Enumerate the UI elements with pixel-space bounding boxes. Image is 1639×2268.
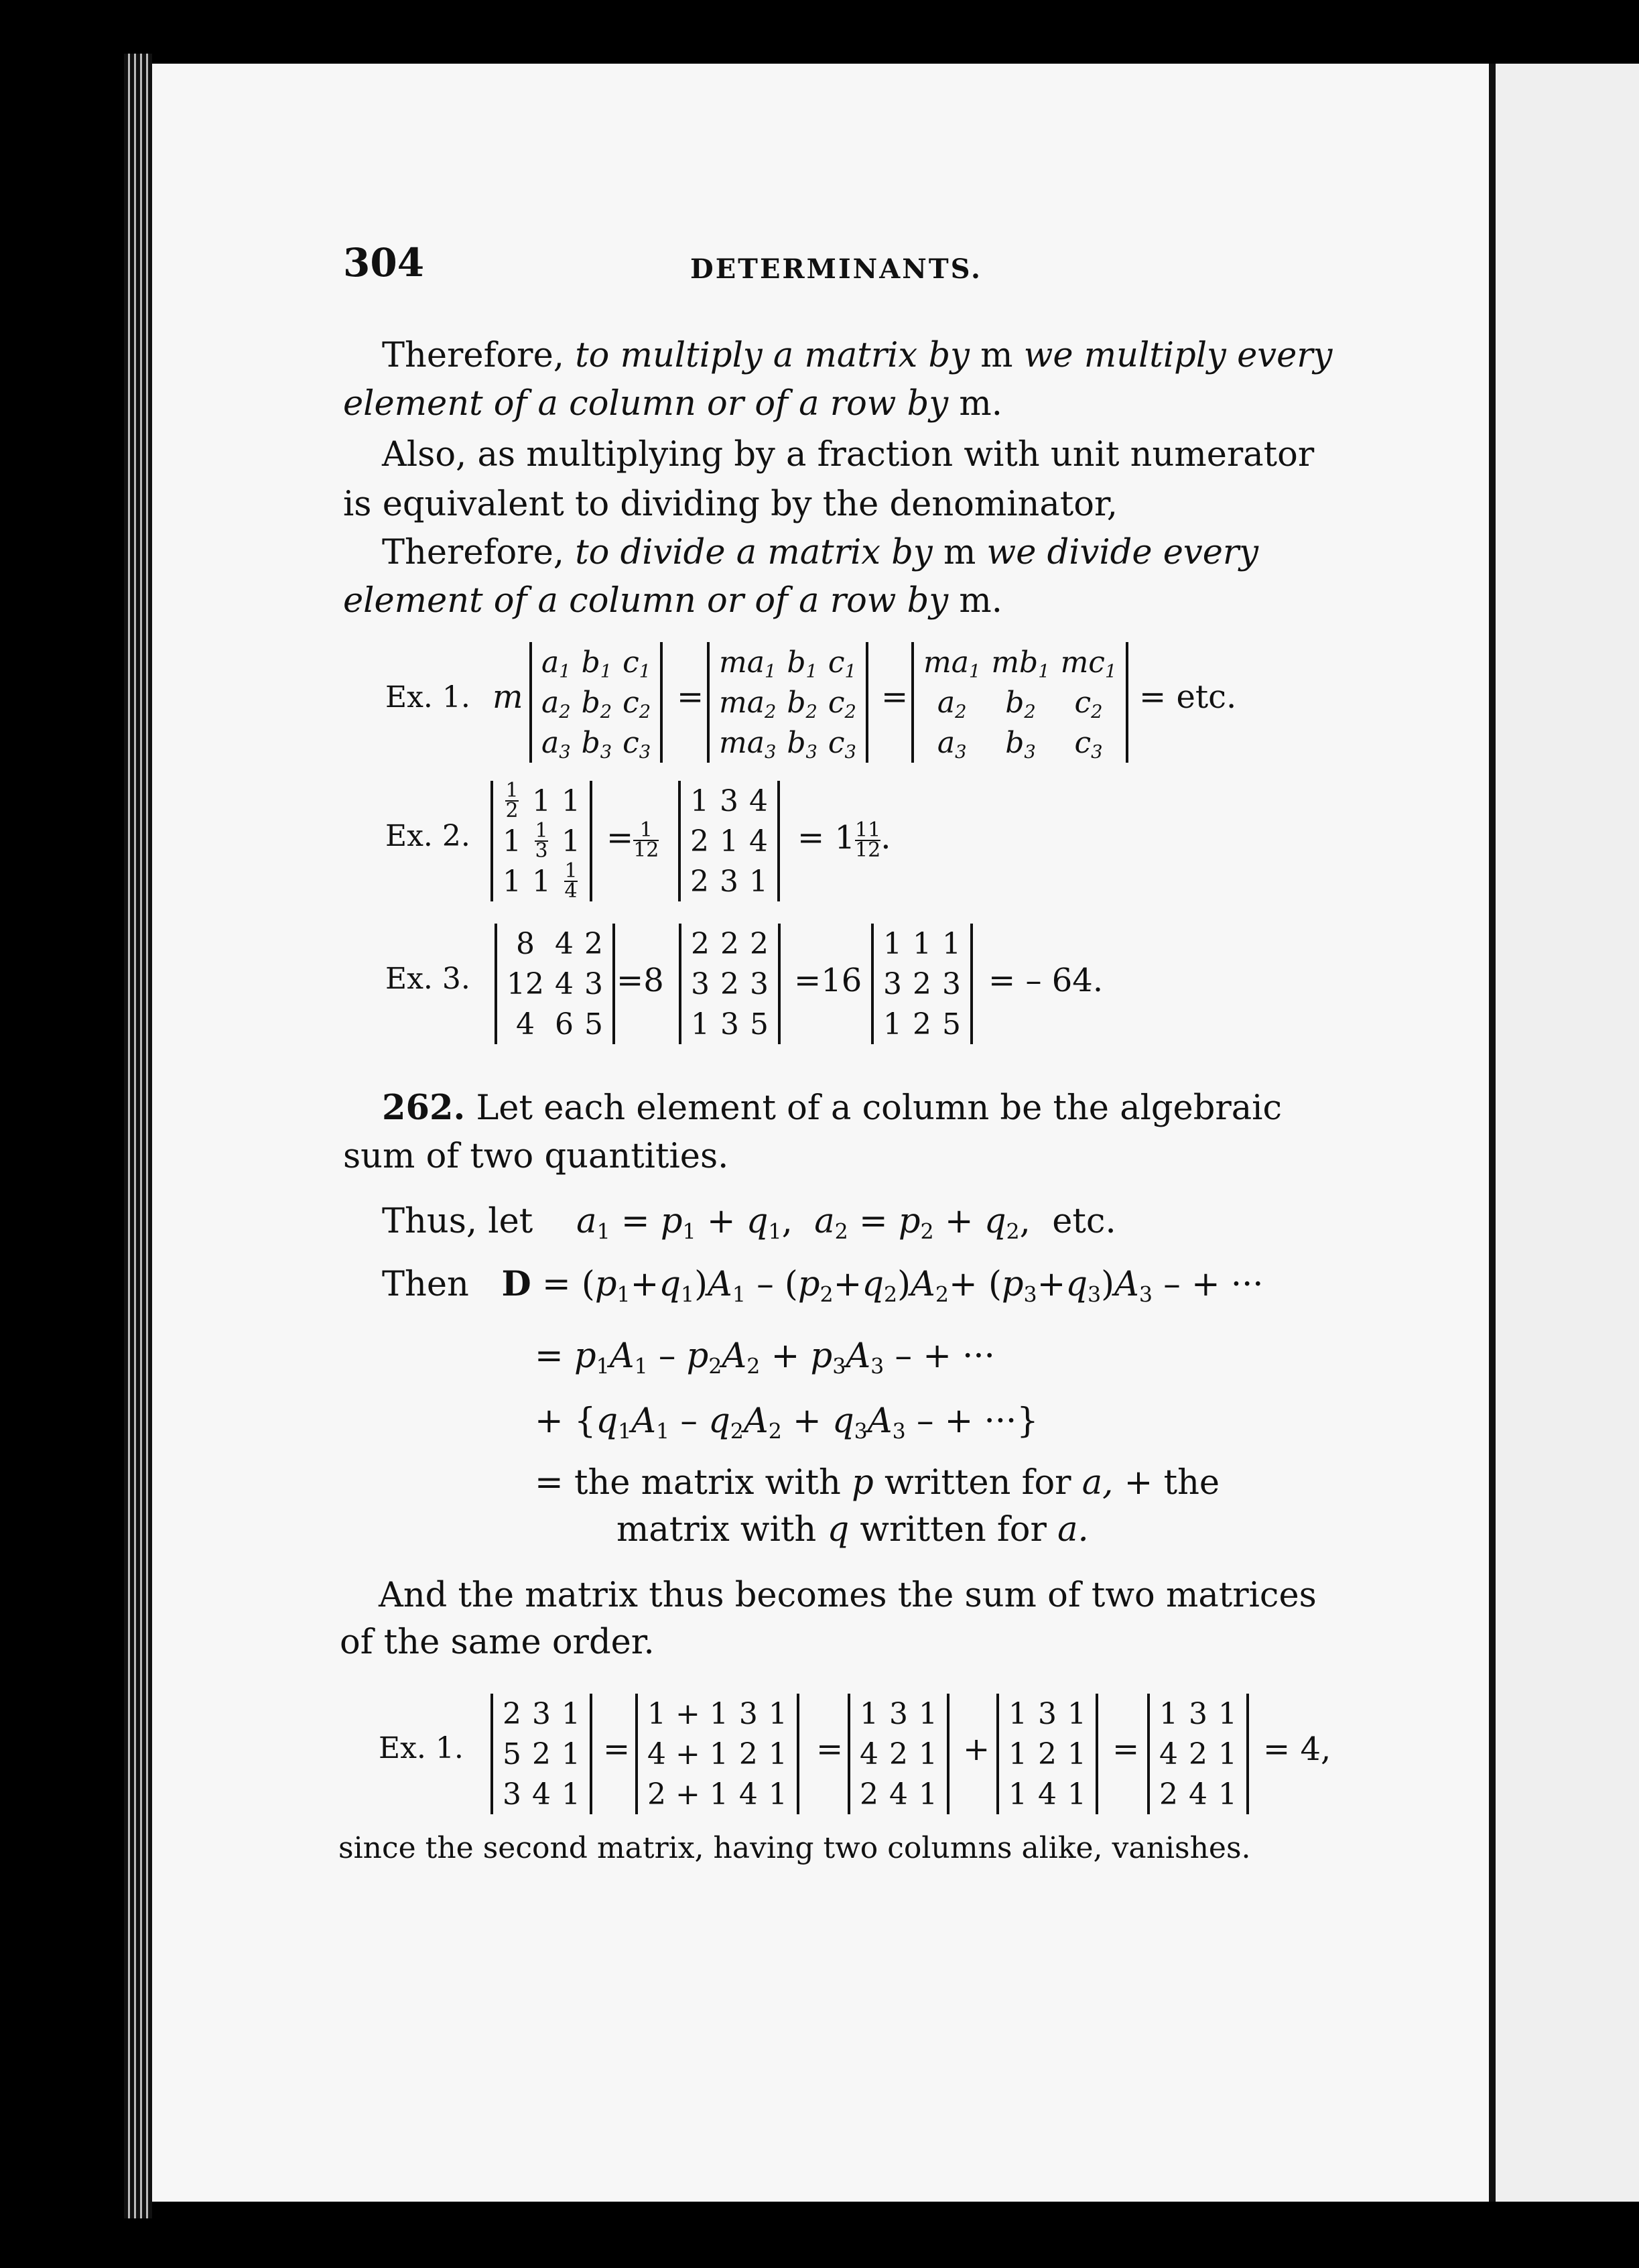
ex2-d1-cell: 1 bbox=[562, 824, 580, 859]
ex3-d1-cell: 4 bbox=[555, 966, 574, 1001]
ex4-d1-cell: 4 bbox=[532, 1777, 551, 1812]
ex2-d2-cell: 4 bbox=[749, 783, 768, 818]
derivation-line2: = $p_1A_1 - p_2A_2 + p_3A_3$ – + ··· bbox=[535, 1336, 995, 1379]
ex4-d4-cell: 1 bbox=[1067, 1696, 1086, 1731]
ex3-d1-cell: 5 bbox=[584, 1007, 603, 1042]
ex4-d2-cell: 1 bbox=[768, 1696, 787, 1731]
ex4-tail: = 4, bbox=[1263, 1730, 1331, 1768]
ex2-d2-cell: 3 bbox=[720, 783, 738, 818]
ex4-d3-cell: 4 bbox=[860, 1737, 878, 1771]
ex2-d1-cell: 1 bbox=[532, 864, 551, 899]
ex4-d5-cell: 1 bbox=[1218, 1737, 1237, 1771]
page-number: 304 bbox=[343, 240, 425, 286]
ex4-d4-cell: 4 bbox=[1038, 1777, 1057, 1812]
ex4-d2-cell: 2 bbox=[738, 1737, 758, 1771]
ex2-d2-cell: 4 bbox=[749, 824, 768, 859]
ex4-d5-cell: 2 bbox=[1189, 1737, 1207, 1771]
ex3-d3-cell: 3 bbox=[883, 966, 902, 1001]
ex3-determinant-3 bbox=[871, 924, 973, 1044]
ex3-d2-cell: 3 bbox=[750, 966, 769, 1001]
ex3-d1-cell: 12 bbox=[507, 966, 544, 1001]
ex4-d4-cell: 1 bbox=[1008, 1737, 1027, 1771]
ex3-d3-cell: 1 bbox=[942, 926, 961, 961]
ex2-d1-cell: 1 bbox=[503, 864, 521, 899]
ex1-d3-cell: $b_2$ bbox=[1005, 685, 1036, 722]
ex4-d2-cell: 1 bbox=[768, 1777, 787, 1812]
derivation-line5: matrix with q written for a. bbox=[616, 1510, 1089, 1550]
ex3-d1-cell: 2 bbox=[584, 926, 603, 961]
ex1-d3-cell: $a_2$ bbox=[937, 685, 967, 722]
ex4-determinant-5 bbox=[1147, 1694, 1249, 1814]
ex4-d5-cell: 1 bbox=[1218, 1777, 1237, 1812]
ex1-determinant-1 bbox=[529, 642, 663, 763]
ex1-d2-cell: $ma_2$ bbox=[719, 685, 777, 722]
ex4-determinant-3 bbox=[848, 1694, 949, 1814]
ex4-equals-2: = bbox=[816, 1730, 844, 1768]
then-line: Then $D = (p_1+q_1)A_1 - (p_2+q_2)A_2+ (p_3+q_3)A_3$ – + ··· bbox=[382, 1264, 1264, 1308]
ex1-d3-cell: $mb_1$ bbox=[991, 645, 1050, 682]
ex4-d5-cell: 2 bbox=[1159, 1777, 1178, 1812]
ex4-label: Ex. 1. bbox=[379, 1731, 464, 1765]
ex1-d1-cell: $a_2$ bbox=[541, 685, 571, 722]
fraction-third: $\frac{1}{3}$ bbox=[535, 819, 548, 863]
ex4-equals-3: = bbox=[1112, 1730, 1140, 1768]
ex4-d5-cell: 1 bbox=[1159, 1696, 1178, 1731]
ex4-determinant-1 bbox=[490, 1694, 592, 1814]
ex1-d1-cell: $c_2$ bbox=[622, 685, 651, 722]
ex4-d3-cell: 1 bbox=[919, 1737, 937, 1771]
ex4-d5-cell: 3 bbox=[1189, 1696, 1207, 1731]
ex1-coefficient: m bbox=[493, 678, 523, 716]
section-262-line2: sum of two quantities. bbox=[343, 1137, 729, 1176]
ex4-d2-cell: 4 + 1 bbox=[647, 1737, 728, 1771]
derivation-line4: = the matrix with p written for a, + the bbox=[535, 1463, 1220, 1503]
para1-line1: Therefore, to multiply a matrix by m we multiply every bbox=[382, 336, 1333, 375]
ex4-plus: + bbox=[963, 1730, 990, 1768]
ex4-determinant-2 bbox=[635, 1694, 799, 1814]
ex2-d1-cell bbox=[527, 821, 556, 861]
ex2-d1-cell bbox=[497, 781, 527, 821]
ex1-label: Ex. 1. bbox=[385, 680, 470, 714]
ex4-d5-cell: 4 bbox=[1159, 1737, 1178, 1771]
ex4-d2-cell: 4 bbox=[738, 1777, 758, 1812]
closing-sentence: since the second matrix, having two columns alike, vanishes. bbox=[338, 1831, 1251, 1865]
ex4-d4-cell: 1 bbox=[1008, 1696, 1027, 1731]
ex2-d2-cell: 2 bbox=[690, 824, 709, 859]
para3-line2: element of a column or of a row by m. bbox=[343, 581, 1002, 621]
ex1-equals-2: = bbox=[881, 678, 909, 716]
ex1-d1-cell: $c_3$ bbox=[622, 725, 651, 763]
ex2-d2-cell: 1 bbox=[720, 824, 738, 859]
ex4-d3-cell: 4 bbox=[889, 1777, 908, 1812]
ex1-d2-cell: $b_2$ bbox=[787, 685, 817, 722]
ex2-d1-cell: 1 bbox=[532, 783, 551, 818]
para4-line1: And the matrix thus becomes the sum of two matrices bbox=[379, 1576, 1317, 1615]
ex3-d3-cell: 1 bbox=[913, 926, 931, 961]
fraction-quarter: $\frac{1}{4}$ bbox=[564, 859, 578, 903]
ex4-d3-cell: 1 bbox=[919, 1777, 937, 1812]
ex4-d2-cell: 3 bbox=[738, 1696, 758, 1731]
ex4-d4-cell: 1 bbox=[1008, 1777, 1027, 1812]
para1-line2: element of a column or of a row by m. bbox=[343, 384, 1002, 424]
ex3-determinant-1 bbox=[495, 924, 615, 1044]
ex3-d2-cell: 2 bbox=[720, 926, 739, 961]
ex1-tail: = etc. bbox=[1139, 678, 1237, 716]
ex1-d3-cell: $c_3$ bbox=[1074, 725, 1103, 763]
ex2-determinant-1 bbox=[490, 781, 592, 901]
para3-line1: Therefore, to divide a matrix by m we divide every bbox=[382, 533, 1259, 572]
ex1-equals-1: = bbox=[677, 678, 704, 716]
section-262-line1: 262. Let each element of a column be the algebraic bbox=[382, 1088, 1283, 1128]
ex2-d1-cell bbox=[556, 861, 586, 901]
ex3-d2-cell: 2 bbox=[750, 926, 769, 961]
ex3-d1-cell: 4 bbox=[516, 1007, 535, 1042]
ex1-d1-cell: $b_2$ bbox=[581, 685, 612, 722]
facing-page bbox=[1496, 64, 1639, 2202]
ex4-d4-cell: 2 bbox=[1038, 1737, 1057, 1771]
para2-line2: is equivalent to dividing by the denominator, bbox=[343, 485, 1118, 524]
ex4-d1-cell: 5 bbox=[503, 1737, 521, 1771]
ex4-d1-cell: 2 bbox=[532, 1737, 551, 1771]
ex2-d1-cell: 1 bbox=[503, 824, 521, 859]
ex1-d1-cell: $b_3$ bbox=[581, 725, 612, 763]
ex4-d1-cell: 1 bbox=[562, 1737, 580, 1771]
ex3-d2-cell: 2 bbox=[691, 926, 710, 961]
ex1-determinant-3 bbox=[911, 642, 1128, 763]
ex3-determinant-2 bbox=[679, 924, 781, 1044]
fraction-half: $\frac{1}{2}$ bbox=[505, 779, 519, 822]
ex3-d2-cell: 1 bbox=[691, 1007, 710, 1042]
ex1-d1-cell: $c_1$ bbox=[622, 645, 651, 682]
ex1-d2-cell: $c_2$ bbox=[828, 685, 856, 722]
ex2-label: Ex. 2. bbox=[385, 819, 470, 853]
ex2-d2-cell: 2 bbox=[690, 864, 709, 899]
ex2-d2-cell: 1 bbox=[690, 783, 709, 818]
ex1-d3-cell: $a_3$ bbox=[937, 725, 967, 763]
ex3-d1-cell: 4 bbox=[555, 926, 574, 961]
ex4-d4-cell: 1 bbox=[1067, 1737, 1086, 1771]
ex2-d1-cell: 1 bbox=[562, 783, 580, 818]
ex2-equals-1: = $\frac{1}{12}$ bbox=[606, 818, 659, 862]
ex3-equals-2: =16 bbox=[794, 962, 862, 999]
ex4-d4-cell: 3 bbox=[1038, 1696, 1057, 1731]
para4-line2: of the same order. bbox=[340, 1623, 655, 1662]
ex4-d3-cell: 2 bbox=[860, 1777, 878, 1812]
ex3-d2-cell: 5 bbox=[750, 1007, 769, 1042]
ex4-d1-cell: 1 bbox=[562, 1777, 580, 1812]
ex4-d3-cell: 1 bbox=[919, 1696, 937, 1731]
ex1-d3-cell: $mc_1$ bbox=[1060, 645, 1117, 682]
ex3-d3-cell: 1 bbox=[883, 1007, 902, 1042]
para2-line1: Also, as multiplying by a fraction with unit numerator bbox=[382, 435, 1315, 475]
ex2-coefficient-fraction: $\frac{1}{12}$ bbox=[633, 818, 659, 862]
derivation-line3: + {$q_1A_1 - q_2A_2 + q_3A_3$ – + ···} bbox=[535, 1401, 1039, 1444]
ex2-result-fraction: $\frac{11}{12}$ bbox=[855, 818, 881, 862]
page-binding-edge bbox=[124, 54, 152, 2218]
ex1-d1-cell: $a_1$ bbox=[541, 645, 571, 682]
ex2-d2-cell: 3 bbox=[720, 864, 738, 899]
ex1-d2-cell: $b_3$ bbox=[787, 725, 817, 763]
ex4-equals-1: = bbox=[603, 1730, 631, 1768]
ex4-d3-cell: 3 bbox=[889, 1696, 908, 1731]
ex1-d3-cell: $ma_1$ bbox=[923, 645, 981, 682]
ex1-determinant-2 bbox=[707, 642, 868, 763]
ex4-d5-cell: 1 bbox=[1218, 1696, 1237, 1731]
section-number: 262. bbox=[382, 1088, 466, 1128]
ex4-d2-cell: 2 + 1 bbox=[647, 1777, 728, 1812]
ex3-d3-cell: 1 bbox=[883, 926, 902, 961]
running-title: DETERMINANTS. bbox=[690, 253, 982, 285]
ex1-d2-cell: $ma_3$ bbox=[719, 725, 777, 763]
ex1-d3-cell: $c_2$ bbox=[1074, 685, 1103, 722]
ex3-d1-cell: 6 bbox=[555, 1007, 574, 1042]
ex4-d1-cell: 3 bbox=[532, 1696, 551, 1731]
ex3-d3-cell: 2 bbox=[913, 1007, 931, 1042]
ex1-d1-cell: $a_3$ bbox=[541, 725, 571, 763]
ex4-d1-cell: 3 bbox=[503, 1777, 521, 1812]
ex4-d2-cell: 1 bbox=[768, 1737, 787, 1771]
ex4-d5-cell: 4 bbox=[1189, 1777, 1207, 1812]
ex4-d3-cell: 2 bbox=[889, 1737, 908, 1771]
ex3-d2-cell: 2 bbox=[720, 966, 739, 1001]
ex3-d3-cell: 2 bbox=[913, 966, 931, 1001]
ex3-equals-1: =8 bbox=[616, 962, 664, 999]
ex4-determinant-4 bbox=[996, 1694, 1098, 1814]
ex2-d2-cell: 1 bbox=[749, 864, 768, 899]
ex1-d2-cell: $b_1$ bbox=[787, 645, 817, 682]
ex3-d1-cell: 3 bbox=[584, 966, 603, 1001]
ex4-d1-cell: 1 bbox=[562, 1696, 580, 1731]
ex3-d2-cell: 3 bbox=[720, 1007, 739, 1042]
ex1-d3-cell: $b_3$ bbox=[1005, 725, 1036, 763]
ex3-d2-cell: 3 bbox=[691, 966, 710, 1001]
ex3-label: Ex. 3. bbox=[385, 962, 470, 996]
ex3-d3-cell: 3 bbox=[942, 966, 961, 1001]
ex3-d3-cell: 5 bbox=[942, 1007, 961, 1042]
ex4-d2-cell: 1 + 1 bbox=[647, 1696, 728, 1731]
ex2-determinant-2 bbox=[678, 781, 780, 901]
ex1-d1-cell: $b_1$ bbox=[581, 645, 612, 682]
ex1-d2-cell: $c_1$ bbox=[828, 645, 856, 682]
ex4-d1-cell: 2 bbox=[503, 1696, 521, 1731]
ex4-d3-cell: 1 bbox=[860, 1696, 878, 1731]
ex1-d2-cell: $ma_1$ bbox=[719, 645, 777, 682]
ex3-d1-cell: 8 bbox=[516, 926, 535, 961]
thus-line: Thus, let $a_1 = p_1 + q_1$, $a_2 = p_2 + q_2$, etc. bbox=[382, 1202, 1116, 1245]
ex3-tail: = – 64. bbox=[988, 962, 1104, 999]
ex4-d4-cell: 1 bbox=[1067, 1777, 1086, 1812]
ex1-d2-cell: $c_3$ bbox=[828, 725, 856, 763]
ex2-result: = 1 $\frac{11}{12}$ . bbox=[797, 818, 891, 862]
